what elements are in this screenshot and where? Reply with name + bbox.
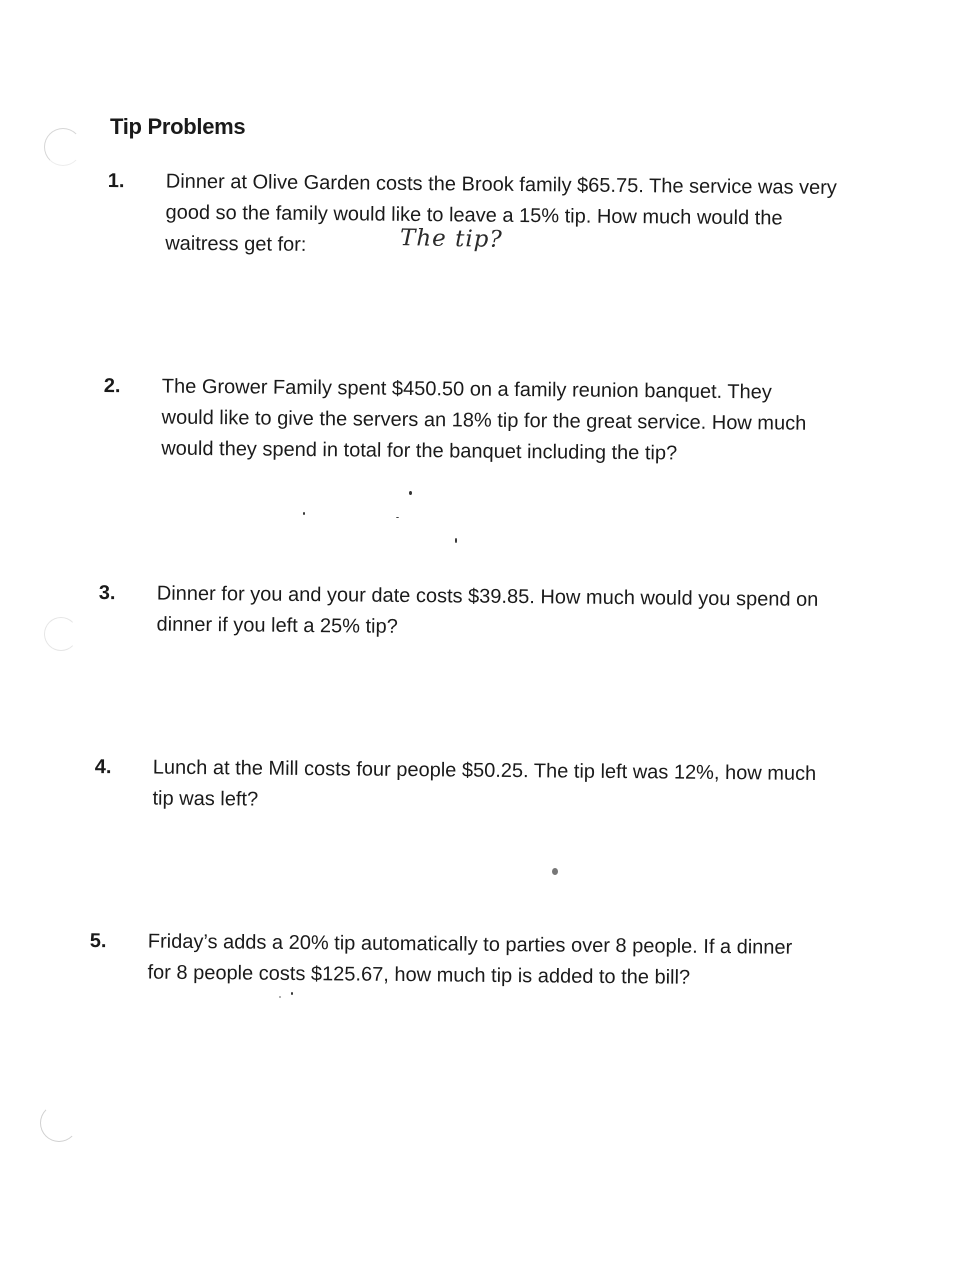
problem-number: 2. [103,374,121,398]
handwritten-note: The tip? [399,225,503,253]
problem-text: The Grower Family spent $450.50 on a family reunion banquet. They would like to give the servers an 18% tip for the great service. How much would they spend in total for the banquet including the tip? [161,375,807,465]
punch-hole-top [44,128,82,166]
problem-text: Lunch at the Mill costs four people $50.25. The tip left was 12%, how much tip was left? [152,756,817,811]
problem-number: 5. [89,929,107,953]
scan-speck [552,868,558,875]
problem-number: 1. [107,169,125,193]
scan-speck [279,996,281,998]
punch-hole-bottom [40,1104,78,1142]
scan-speck [291,992,293,995]
problem-text: Friday’s adds a 20% tip automatically to parties over 8 people. If a dinner for 8 people costs $125.67, how much tip is added to the bill? [147,930,793,989]
problem-text: Dinner at Olive Garden costs the Brook family $65.75. The service was very good so the family would like to leave a 15% tip. How much would the waitress get for: [165,170,837,256]
punch-hole-middle [44,617,78,651]
problem-text: Dinner for you and your date costs $39.85. How much would you spend on dinner if you left a 25% tip? [156,582,819,638]
scan-speck [396,517,399,518]
scan-speck [303,512,305,515]
scan-speck [455,538,457,543]
problem-number: 3. [98,581,116,605]
scan-speck [409,491,412,495]
page-title: Tip Problems [110,114,246,139]
problem-number: 4. [94,755,112,779]
